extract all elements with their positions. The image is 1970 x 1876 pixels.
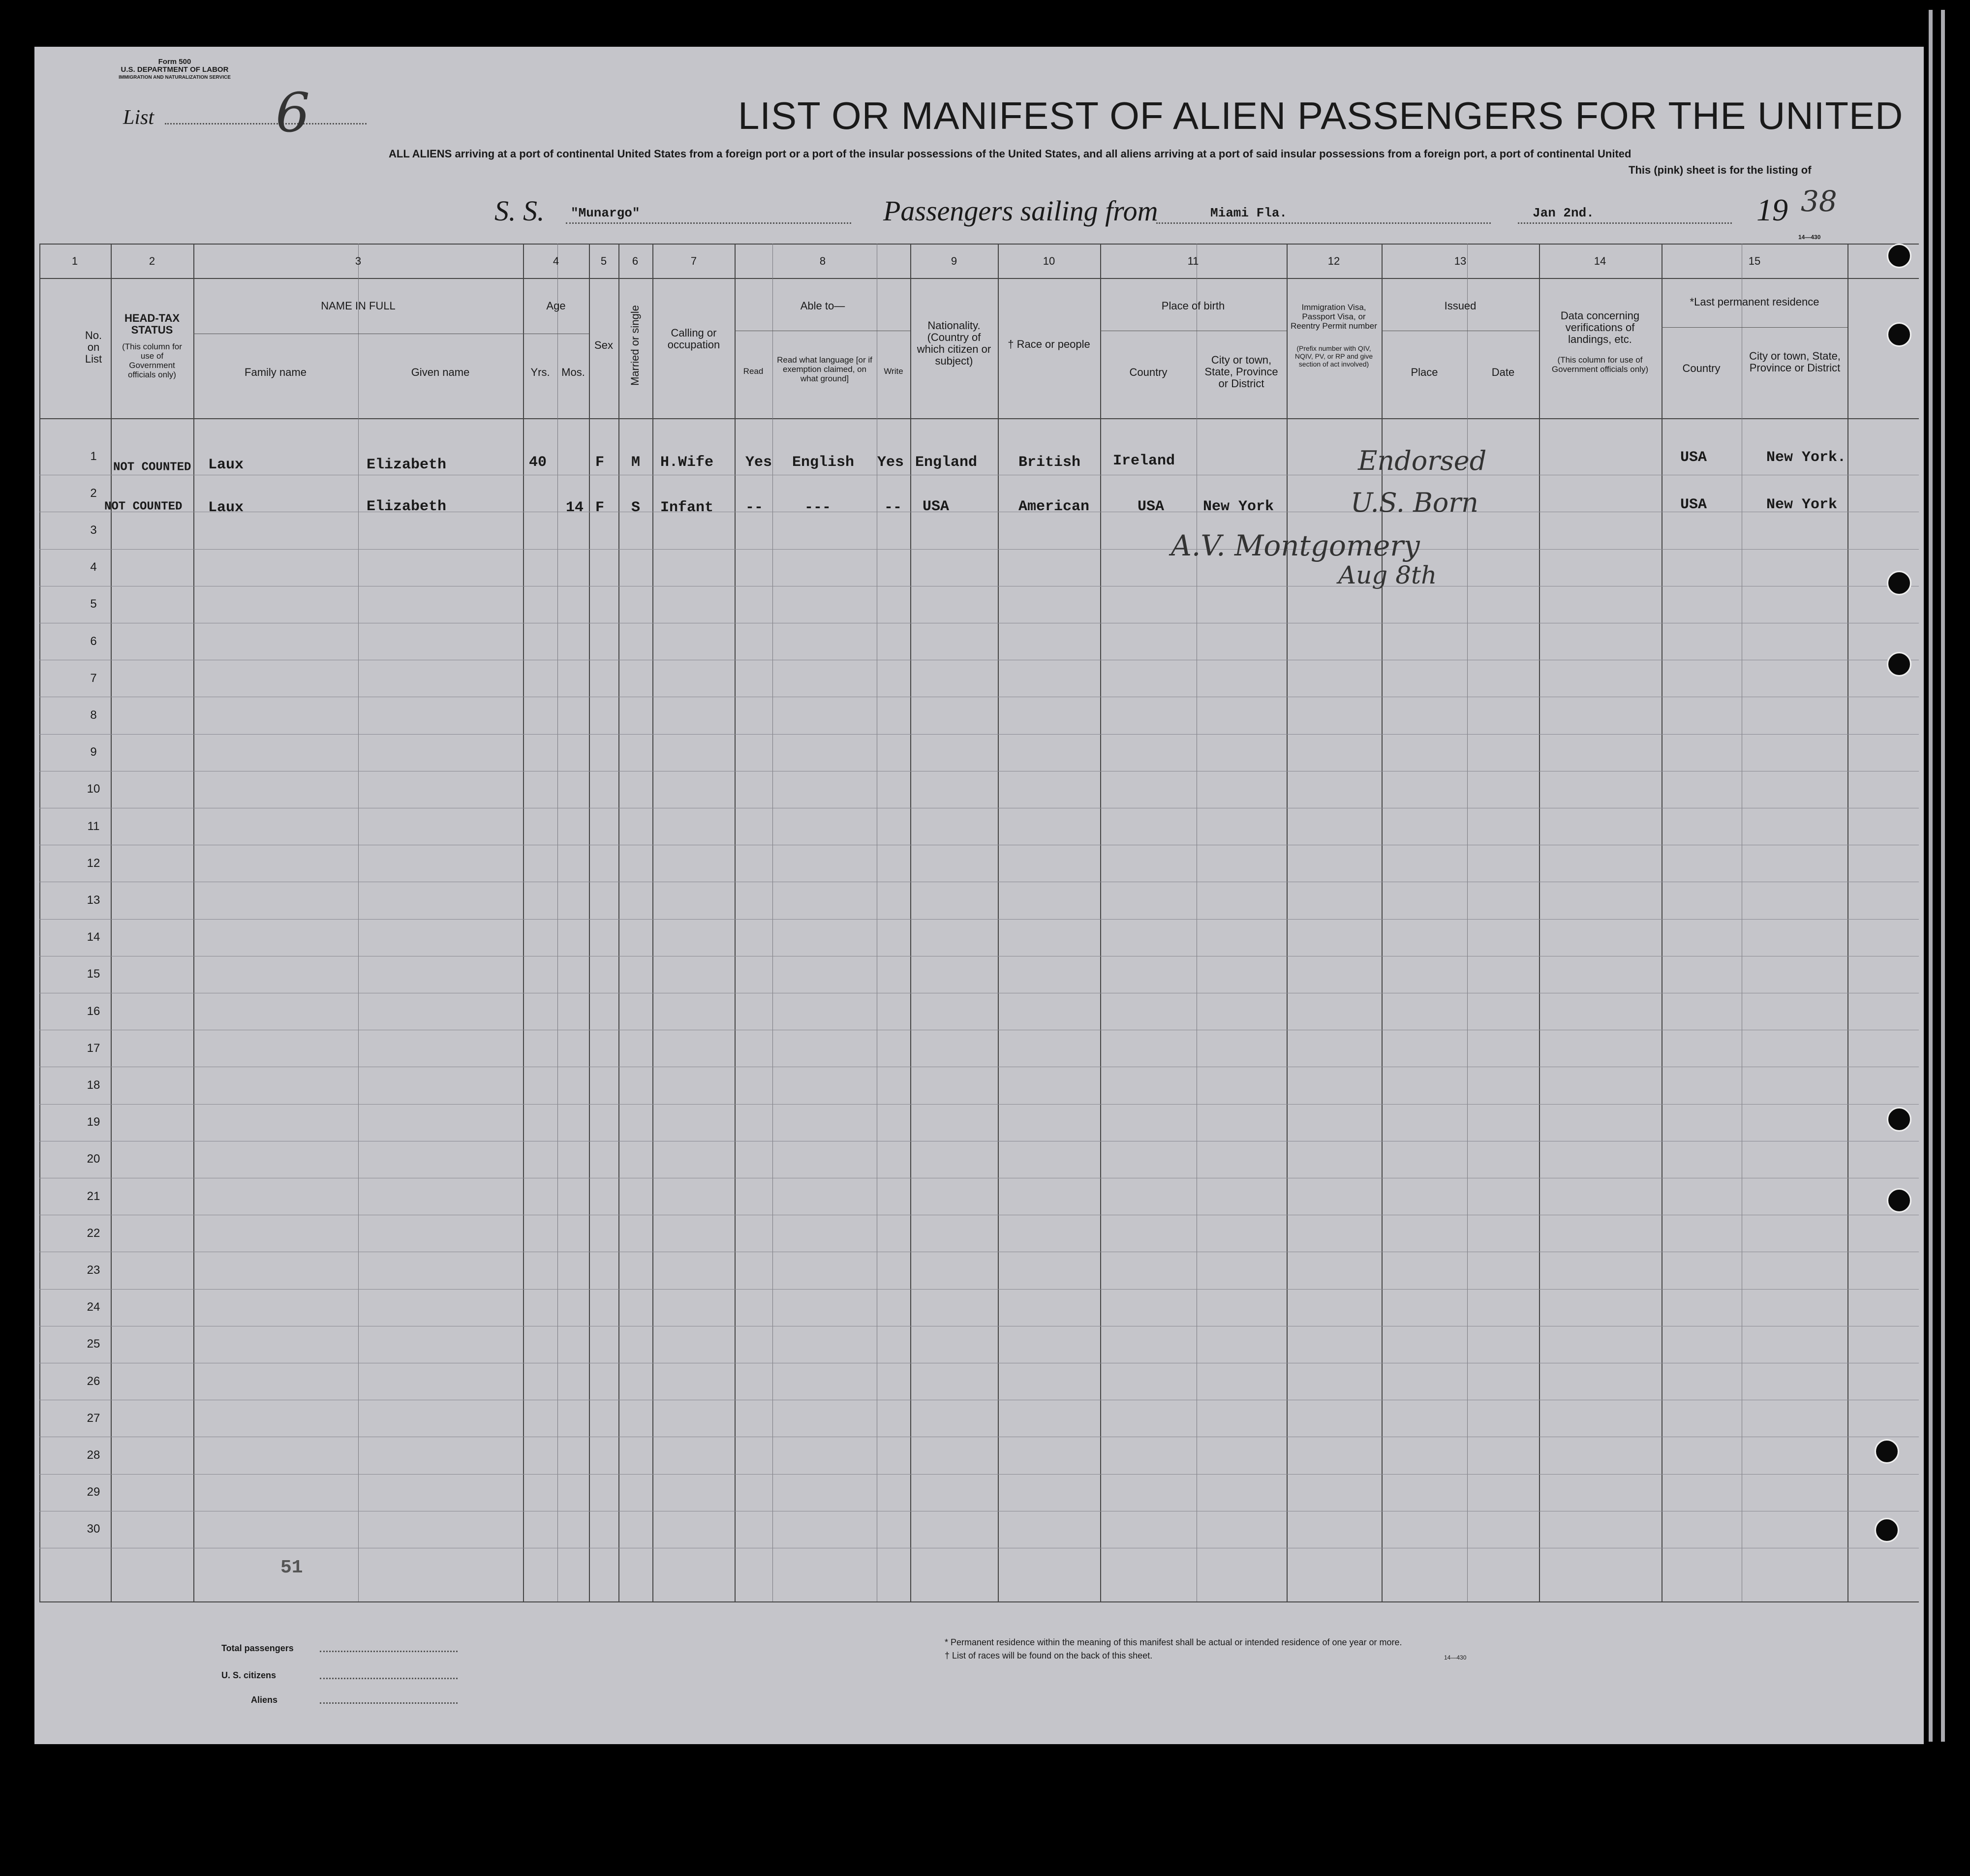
row1-res-city: New York. xyxy=(1766,449,1847,466)
col-line xyxy=(652,244,653,1601)
header-last-residence: *Last permanent residence xyxy=(1690,296,1819,308)
header-nationality: Nationality. (Country of which citizen or subject) xyxy=(917,319,991,367)
binder-hole xyxy=(1887,571,1911,595)
row-number: 8 xyxy=(90,708,97,722)
row2-birth-country: USA xyxy=(1138,498,1165,515)
ss-label: S. S. xyxy=(494,195,545,227)
row-number: 21 xyxy=(87,1189,100,1203)
header-given-name: Given name xyxy=(411,366,470,378)
row1-yrs: 40 xyxy=(529,454,547,471)
header-verifications-note: (This column for use of Government officials only) xyxy=(1551,355,1649,374)
footer-us-citizens: U. S. citizens xyxy=(221,1670,277,1680)
row-number: 20 xyxy=(87,1152,100,1166)
row-number: 18 xyxy=(87,1078,100,1092)
year-prefix: 19 xyxy=(1756,192,1788,227)
binder-hole xyxy=(1887,244,1911,268)
row-number: 12 xyxy=(87,856,100,870)
header-birth-country: Country xyxy=(1129,366,1168,378)
column-number: 4 xyxy=(553,255,559,267)
row1-language: English xyxy=(792,454,855,471)
column-number: 7 xyxy=(690,255,697,267)
header-visa: Immigration Visa, Passport Visa, or Reentry Permit number xyxy=(1291,303,1377,331)
binder-hole xyxy=(1875,1518,1899,1542)
col-line xyxy=(735,244,736,1601)
header-family-name: Family name xyxy=(245,366,307,378)
row-number: 15 xyxy=(87,967,100,981)
row-number: 17 xyxy=(87,1041,100,1055)
header-visa-note: (Prefix number with QIV, NQIV, PV, or RP and give section of act involved) xyxy=(1294,344,1373,368)
sailing-label: Passengers sailing from xyxy=(883,195,1158,227)
footer-note-residence: * Permanent residence within the meaning of this manifest shall be actual or intended residence of one year or more. xyxy=(945,1637,1402,1647)
row2-nationality: USA xyxy=(923,498,950,515)
list-label: List xyxy=(123,106,154,129)
row-number: 3 xyxy=(90,523,97,537)
col-line xyxy=(1539,244,1540,1601)
footer-line xyxy=(320,1678,458,1679)
header-issued-place: Place xyxy=(1411,366,1438,378)
date-line xyxy=(1518,222,1732,224)
column-number: 12 xyxy=(1327,255,1340,267)
row2-race: American xyxy=(1018,498,1090,515)
column-number: 3 xyxy=(355,255,362,267)
binder-hole xyxy=(1887,1107,1911,1132)
column-number: 1 xyxy=(71,255,78,267)
row-number: 30 xyxy=(87,1522,100,1536)
row-divider xyxy=(39,549,1919,550)
row-number: 10 xyxy=(87,782,100,796)
row1-married: M xyxy=(631,454,641,471)
table-bottom-border xyxy=(39,1601,1919,1602)
header-bottom-border xyxy=(39,418,1919,419)
row-number: 5 xyxy=(90,597,97,611)
header-head-tax: HEAD-TAX STATUS xyxy=(124,312,180,336)
row1-head-tax: NOT COUNTED xyxy=(113,461,191,474)
row1-write: Yes xyxy=(877,454,904,471)
table-top-border xyxy=(39,244,1919,245)
service-name: IMMIGRATION AND NATURALIZATION SERVICE xyxy=(119,75,231,80)
column-number: 2 xyxy=(149,255,155,267)
header-write: Write xyxy=(884,367,903,376)
header-name-in-full: NAME IN FULL xyxy=(321,300,396,312)
page-edge xyxy=(1929,10,1933,1742)
list-number: 6 xyxy=(276,81,310,144)
col-line xyxy=(618,244,619,1601)
col-line xyxy=(772,244,773,1601)
row2-write: -- xyxy=(884,499,902,516)
col-line xyxy=(1847,244,1848,1601)
row-number: 25 xyxy=(87,1337,100,1351)
header-read-language: Read what language [or if exemption claimed, on what ground] xyxy=(777,355,872,383)
row-number: 19 xyxy=(87,1115,100,1129)
row-number: 16 xyxy=(87,1004,100,1018)
col-line xyxy=(193,244,194,1601)
binder-hole xyxy=(1887,1188,1911,1213)
department-name: U.S. DEPARTMENT OF LABOR xyxy=(121,65,229,74)
col-line xyxy=(589,244,590,1601)
footer-total-passengers: Total passengers xyxy=(221,1643,294,1653)
col-line xyxy=(523,244,524,1601)
header-married-or-single: Married or single xyxy=(629,305,641,386)
row-number: 13 xyxy=(87,893,100,907)
page-edge xyxy=(1941,10,1945,1742)
col-line xyxy=(910,244,911,1601)
row1-family-name: Laux xyxy=(208,457,244,473)
handwritten-visa-row1: Endorsed xyxy=(1358,445,1487,476)
header-mos: Mos. xyxy=(561,366,585,378)
row-number: 9 xyxy=(90,745,97,759)
ship-name: "Munargo" xyxy=(571,206,640,220)
header-calling: Calling or occupation xyxy=(667,327,720,351)
binder-hole xyxy=(1887,322,1911,347)
instruction-line-2: This (pink) sheet is for the listing of xyxy=(1629,164,1812,176)
form-number: Form 500 xyxy=(158,58,191,66)
header-residence-country: Country xyxy=(1682,362,1721,374)
footer-aliens: Aliens xyxy=(251,1695,278,1705)
row-number: 1 xyxy=(90,449,97,463)
row-divider xyxy=(39,1474,1919,1475)
row1-birth-country: Ireland xyxy=(1113,453,1175,469)
footer-line xyxy=(320,1702,458,1704)
row-divider xyxy=(39,1104,1919,1105)
binder-hole xyxy=(1887,652,1911,677)
row-number: 22 xyxy=(87,1226,100,1240)
handwritten-date: Aug 8th xyxy=(1338,561,1437,589)
header-yrs: Yrs. xyxy=(530,366,550,378)
row1-res-country: USA xyxy=(1680,449,1707,466)
header-sex: Sex xyxy=(594,339,613,351)
page-stamp: 51 xyxy=(280,1557,303,1578)
column-number: 6 xyxy=(632,255,639,267)
col-line xyxy=(39,244,40,1601)
column-number: 9 xyxy=(951,255,957,267)
row-divider xyxy=(39,919,1919,920)
header-head-tax-note: (This column for use of Government officials only) xyxy=(122,342,182,379)
header-verifications: Data concerning verifications of landings, etc. xyxy=(1560,309,1640,345)
footer-form-code: 14—430 xyxy=(1444,1654,1467,1661)
row-number: 4 xyxy=(90,560,97,574)
header-age: Age xyxy=(546,300,566,312)
col-line xyxy=(998,244,999,1601)
col-line xyxy=(557,244,558,1601)
row2-family-name: Laux xyxy=(208,499,244,516)
row2-res-country: USA xyxy=(1680,496,1707,513)
row2-married: S xyxy=(631,499,641,516)
binder-hole xyxy=(1875,1439,1899,1464)
col-line xyxy=(111,244,112,1601)
row-number: 14 xyxy=(87,930,100,944)
residence-subheader-line xyxy=(1662,327,1847,328)
row-divider xyxy=(39,734,1919,735)
column-number: 5 xyxy=(600,255,607,267)
header-race: † Race or people xyxy=(1008,338,1090,350)
row-number: 28 xyxy=(87,1448,100,1462)
column-number: 11 xyxy=(1187,255,1199,267)
col-line xyxy=(358,244,359,1601)
year-handwritten: 38 xyxy=(1801,185,1837,218)
row2-sex: F xyxy=(595,499,605,516)
form-code-top: 14—430 xyxy=(1798,234,1821,241)
header-place-of-birth: Place of birth xyxy=(1161,300,1225,312)
header-able-to: Able to— xyxy=(800,300,845,312)
column-number-divider xyxy=(39,278,1919,279)
row2-language: --- xyxy=(804,499,831,516)
port-name: Miami Fla. xyxy=(1210,206,1288,220)
row-number: 11 xyxy=(87,819,100,833)
instruction-line-1: ALL ALIENS arriving at a port of continental United States from a foreign port or a port of the insular possessions of the United States, and all aliens arriving at a port of said insular possessions from a foreign port, a port of continental United xyxy=(389,148,1631,160)
header-read: Read xyxy=(743,367,764,376)
column-number: 15 xyxy=(1748,255,1761,267)
row1-given-name: Elizabeth xyxy=(367,457,447,473)
list-line xyxy=(165,123,367,124)
row2-birth-city: New York xyxy=(1203,498,1274,515)
page-title: LIST OR MANIFEST OF ALIEN PASSENGERS FOR THE UNITED xyxy=(738,94,1904,137)
row-number: 26 xyxy=(87,1374,100,1388)
row-number: 29 xyxy=(87,1485,100,1499)
column-number: 10 xyxy=(1043,255,1055,267)
port-line xyxy=(1156,222,1491,224)
column-number: 8 xyxy=(819,255,826,267)
row2-head-tax: NOT COUNTED xyxy=(104,500,183,514)
sailing-date: Jan 2nd. xyxy=(1533,206,1594,220)
header-no-on-list: No. on List xyxy=(85,329,102,365)
row-number: 6 xyxy=(90,634,97,648)
row1-calling: H.Wife xyxy=(660,454,714,471)
row-divider xyxy=(39,1289,1919,1290)
column-number: 14 xyxy=(1594,255,1606,267)
handwritten-signature: A.V. Montgomery xyxy=(1171,529,1420,562)
row-number: 2 xyxy=(90,486,97,500)
handwritten-visa-row2: U.S. Born xyxy=(1351,487,1478,518)
header-residence-city: City or town, State, Province or District xyxy=(1749,350,1841,374)
row1-race: British xyxy=(1018,454,1081,471)
row2-read: -- xyxy=(745,499,764,516)
row2-mos: 14 xyxy=(566,499,584,516)
header-issued-date: Date xyxy=(1491,366,1515,378)
footer-line xyxy=(320,1651,458,1652)
col-line xyxy=(1100,244,1101,1601)
ship-line xyxy=(566,222,851,224)
col-line xyxy=(1287,244,1288,1601)
row-number: 27 xyxy=(87,1411,100,1425)
column-number: 13 xyxy=(1454,255,1467,267)
header-issued: Issued xyxy=(1444,300,1477,312)
row-number: 23 xyxy=(87,1263,100,1277)
header-birth-city: City or town, State, Province or District xyxy=(1204,354,1278,390)
row1-read: Yes xyxy=(745,454,772,471)
footer-note-races: † List of races will be found on the back of this sheet. xyxy=(945,1651,1153,1661)
row1-nationality: England xyxy=(915,454,978,471)
row1-sex: F xyxy=(595,454,605,471)
row-number: 24 xyxy=(87,1300,100,1314)
row2-calling: Infant xyxy=(660,499,714,516)
row2-res-city: New York xyxy=(1766,496,1838,513)
row2-given-name: Elizabeth xyxy=(367,498,447,515)
row-number: 7 xyxy=(90,671,97,685)
